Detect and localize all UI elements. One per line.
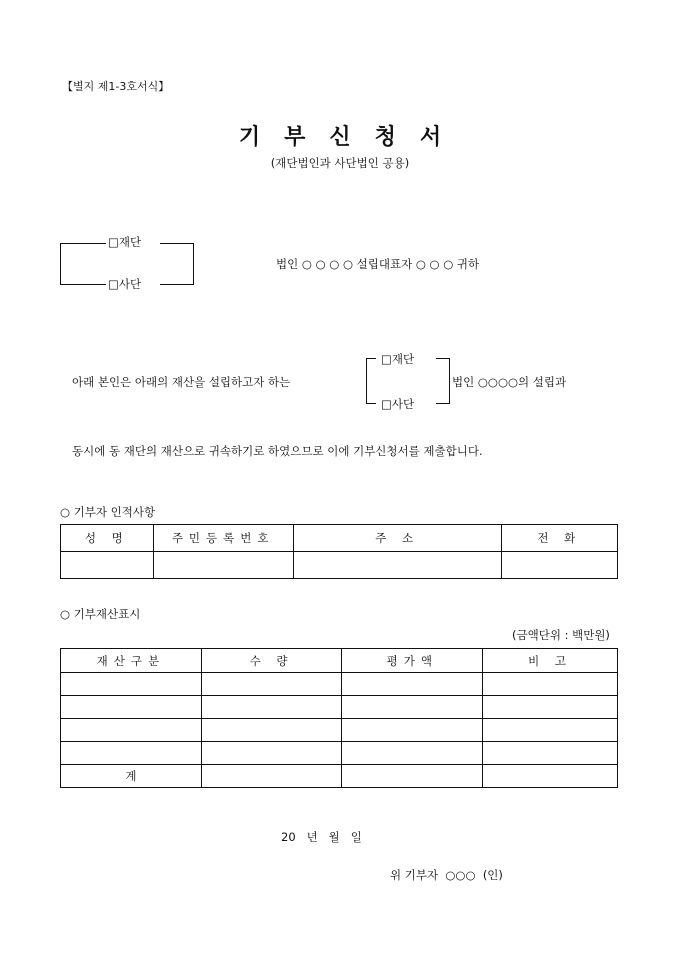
page-subtitle: (재단법인과 사단법인 공용): [270, 156, 410, 170]
addressee-line: 법인 ○ ○ ○ ○ 설립대표자 ○ ○ ○ 귀하: [276, 257, 480, 271]
donor-address-cell[interactable]: [293, 552, 501, 579]
declaration-line2: 동시에 동 재단의 재산으로 귀속하기로 하였으므로 이에 기부신청서를 제출합니다.: [72, 444, 483, 458]
declaration-part1: 아래 본인은 아래의 재산을 설립하고자 하는: [72, 375, 291, 389]
header-phone: 전 화: [501, 525, 617, 552]
donor-row: [61, 552, 618, 579]
declaration-option-foundation[interactable]: □재단: [381, 352, 415, 366]
table-row: [61, 719, 618, 742]
signature-line: 위 기부자 ○○○ (인): [390, 868, 503, 882]
property-table: [60, 648, 618, 788]
total-row: [61, 765, 618, 788]
header-remarks: 비 고: [483, 649, 618, 673]
header-valuation: 평가액: [342, 649, 483, 673]
donor-table: [60, 524, 618, 579]
donor-name-cell[interactable]: [61, 552, 154, 579]
form-number-label: 【별지 제1-3호서식】: [62, 80, 170, 93]
property-section-title: ○ 기부재산표시: [60, 607, 141, 621]
table-row: [61, 696, 618, 719]
unit-note: (금액단위 : 백만원): [512, 628, 610, 642]
date-line: 20 년 월 일: [281, 830, 362, 844]
header-quantity: 수 량: [201, 649, 342, 673]
declaration-option-association[interactable]: □사단: [381, 397, 415, 411]
option-association-checkbox[interactable]: □사단: [108, 277, 142, 291]
declaration-part2: 법인 ○○○○의 설립과: [452, 375, 567, 389]
table-row: [61, 742, 618, 765]
header-name: 성 명: [61, 525, 154, 552]
page-title: 기부신청서: [238, 124, 466, 150]
total-label: 계: [61, 765, 202, 788]
donor-phone-cell[interactable]: [501, 552, 617, 579]
donor-section-title: ○ 기부자 인적사항: [60, 505, 156, 519]
header-resident-number: 주민등록번호: [153, 525, 293, 552]
header-address: 주 소: [293, 525, 501, 552]
donor-resident-number-cell[interactable]: [153, 552, 293, 579]
option-foundation-checkbox[interactable]: □재단: [108, 235, 142, 249]
header-property-type: 재산구분: [61, 649, 202, 673]
table-row: [61, 673, 618, 696]
